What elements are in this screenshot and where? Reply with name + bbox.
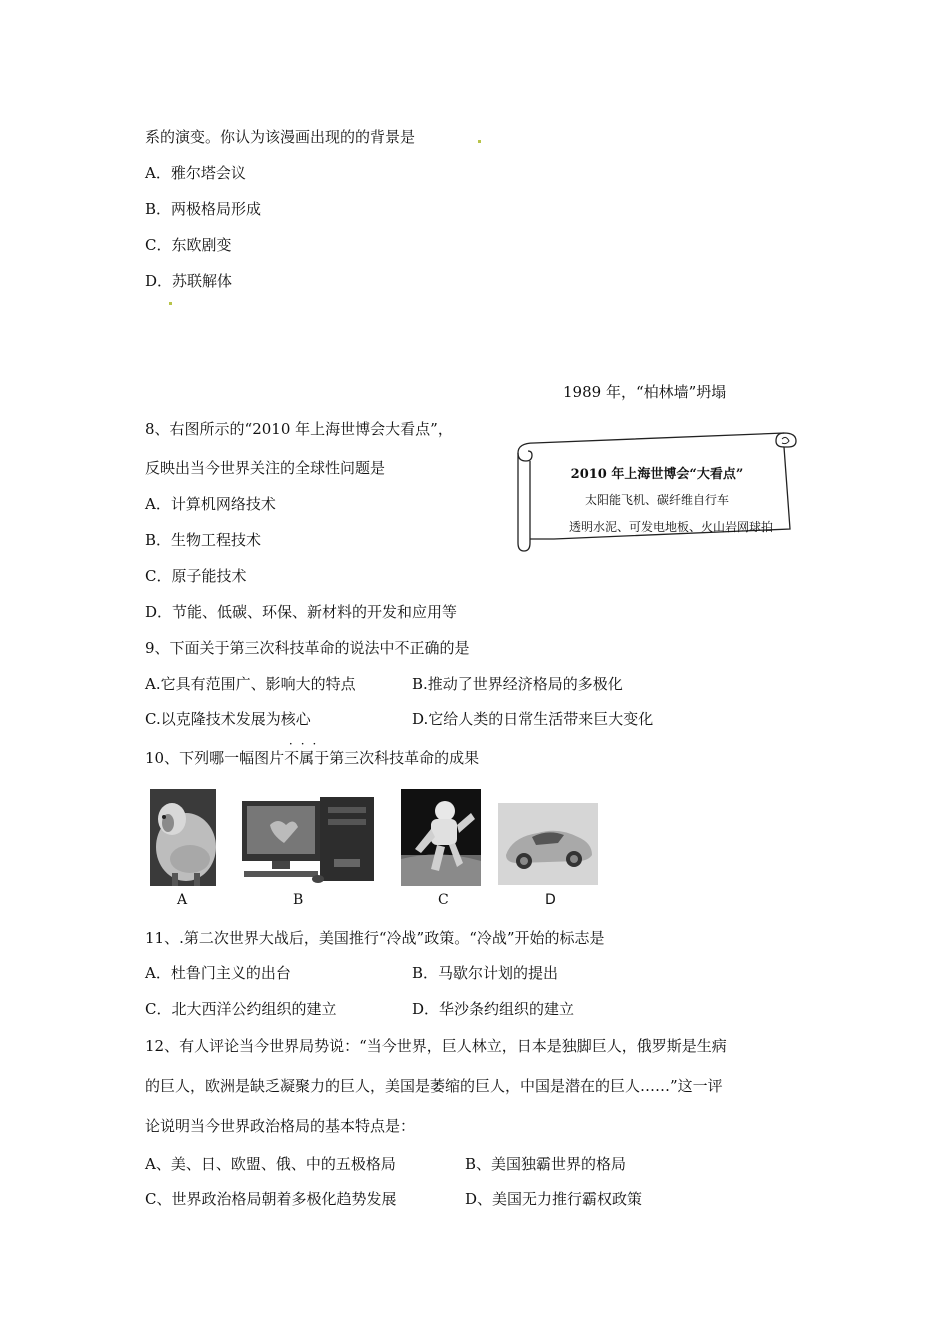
q7-cartoon-caption: 1989 年，“柏林墙”坍塌 xyxy=(563,383,727,401)
picture-label-d: D xyxy=(545,892,556,908)
scroll-line2: 透明水泥、可发电地板、火山岩网球拍 xyxy=(568,520,773,534)
dolly-sheep-photo xyxy=(150,789,216,886)
q9-option-a: A.它具有范围广、影响大的特点 xyxy=(145,675,356,693)
sports-car-photo xyxy=(498,803,598,885)
q8-option-c: C．原子能技术 xyxy=(145,567,247,585)
q9-option-d: D.它给人类的日常生活带来巨大变化 xyxy=(412,710,654,728)
q11-stem: 11、.第二次世界大战后，美国推行“冷战”政策。“冷战”开始的标志是 xyxy=(145,929,605,947)
picture-label-a: A xyxy=(177,892,188,908)
q11-option-a: A．杜鲁门主义的出台 xyxy=(145,964,291,982)
q9-stem: 9、下面关于第三次科技革命的说法中不正确的是 xyxy=(145,639,470,657)
q12-stem-line3: 论说明当今世界政治格局的基本特点是： xyxy=(145,1117,416,1135)
q10-stem-emphasis xyxy=(284,737,330,768)
q12-option-a: A、美、日、欧盟、俄、中的五极格局 xyxy=(145,1155,396,1173)
scroll-title: 2010 年上海世博会“大看点” xyxy=(570,467,744,482)
q12-stem-line2: 的巨人，欧洲是缺乏凝聚力的巨人，美国是萎缩的巨人，中国是潜在的巨人……”这一评 xyxy=(145,1077,723,1095)
q8-option-a: A．计算机网络技术 xyxy=(145,495,276,513)
marker-dot xyxy=(478,140,481,143)
q10-stem xyxy=(145,737,480,768)
computer-photo xyxy=(240,795,378,887)
q12-option-b: B、美国独霸世界的格局 xyxy=(465,1155,627,1173)
q7-stem-continuation: 系的演变。你认为该漫画出现的的背景是 xyxy=(145,128,416,146)
q12-option-c: C、世界政治格局朝着多极化趋势发展 xyxy=(145,1190,397,1208)
q12-stem-line1: 12、有人评论当今世界局势说：“当今世界，巨人林立，日本是独脚巨人，俄罗斯是生病 xyxy=(145,1037,727,1055)
astronaut-photo xyxy=(401,789,481,886)
q11-option-d: D．华沙条约组织的建立 xyxy=(412,1000,575,1018)
q7-option-c: C．东欧剧变 xyxy=(145,236,232,254)
emphasis-dots: ··· xyxy=(288,737,325,751)
q11-option-b: B．马歇尔计划的提出 xyxy=(412,964,559,982)
q10-emphasis-text: 不属于 xyxy=(284,749,330,767)
q10-stem-post: 第三次科技革命的成果 xyxy=(329,749,480,767)
q8-stem-line1: 8、右图所示的“2010 年上海世博会大看点”， xyxy=(145,420,453,438)
q11-option-c: C．北大西洋公约组织的建立 xyxy=(145,1000,337,1018)
q10-stem-pre: 10、下列哪一幅图片 xyxy=(145,749,285,767)
q7-option-d: D．苏联解体 xyxy=(145,272,233,290)
q7-option-b: B．两极格局形成 xyxy=(145,200,262,218)
q8-option-b: B．生物工程技术 xyxy=(145,531,262,549)
q12-option-d: D、美国无力推行霸权政策 xyxy=(465,1190,643,1208)
q8-option-d: D．节能、低碳、环保、新材料的开发和应用等 xyxy=(145,603,458,621)
picture-label-b: B xyxy=(293,892,304,908)
scroll-line1: 太阳能飞机、碳纤维自行车 xyxy=(584,493,729,507)
q8-stem-line2: 反映出当今世界关注的全球性问题是 xyxy=(145,459,386,477)
q9-option-b: B.推动了世界经济格局的多极化 xyxy=(412,675,623,693)
q7-option-a: A．雅尔塔会议 xyxy=(145,164,246,182)
expo-highlights-scroll xyxy=(514,425,800,553)
marker-dot xyxy=(169,302,172,305)
q9-option-c: C.以克隆技术发展为核心 xyxy=(145,710,311,728)
picture-label-c: C xyxy=(438,892,449,908)
